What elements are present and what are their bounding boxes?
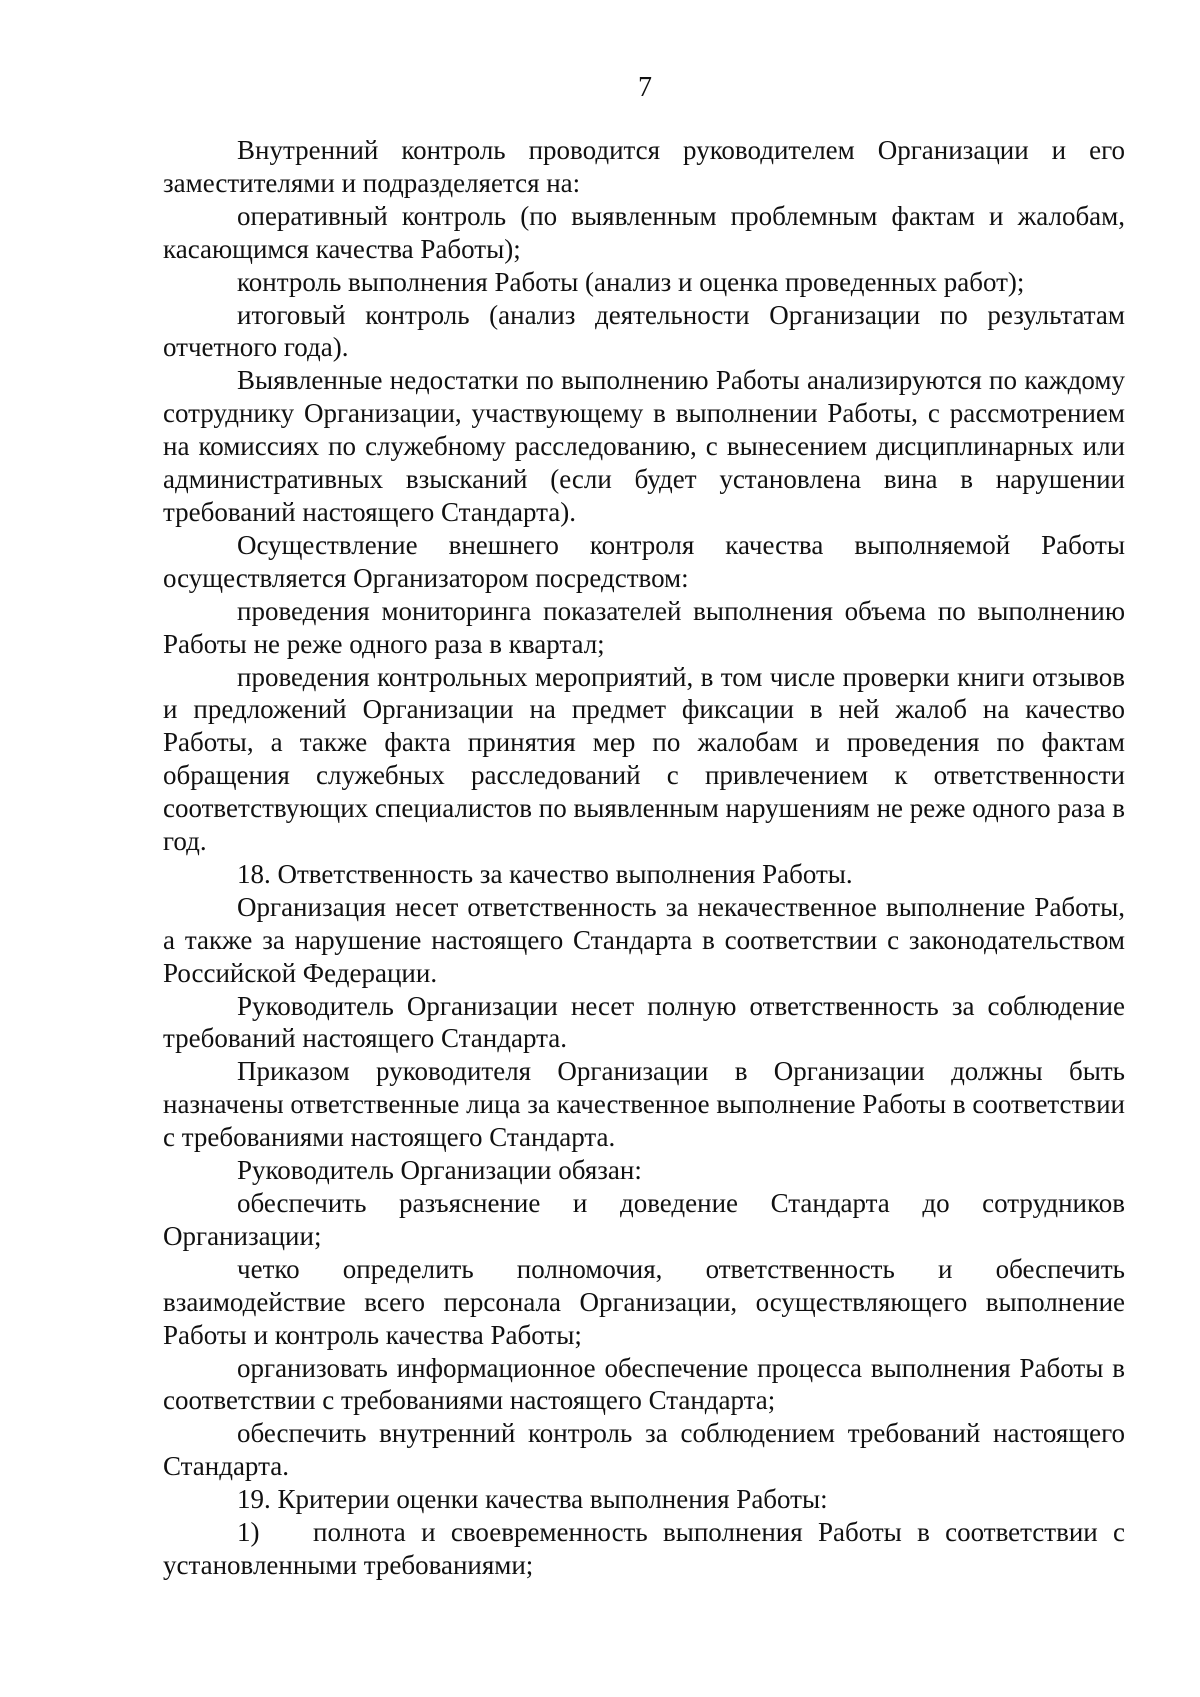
paragraph-operational-control: оперативный контроль (по выявленным проблемным фактам и жалобам, касающимся качества Работы); (163, 200, 1125, 264)
paragraph-execution-control: контроль выполнения Работы (анализ и оценка проведенных работ); (237, 266, 1025, 297)
paragraph-information-support: организовать информационное обеспечение процесса выполнения Работы в соответствии с требованиями настоящего Стандарта; (163, 1352, 1125, 1416)
paragraph-external-control: Осуществление внешнего контроля качества выполняемой Работы осуществляется Организатором посредством: (163, 529, 1125, 593)
paragraph-ensure-explanation: обеспечить разъяснение и доведение Стандарта до сотрудников Организации; (163, 1188, 1125, 1251)
section-heading-18: 18. Ответственность за качество выполнения Работы. (237, 858, 853, 889)
paragraph-final-control: итоговый контроль (анализ деятельности Организации по результатам отчетного года). (163, 299, 1125, 363)
paragraph-control-measures: проведения контрольных мероприятий, в том числе проверки книги отзывов и предложений Организации на предмет фиксации в ней жалоб на качество Работы, а также факта принятия мер по жалобам и проведения по фактам обращения служебных расследований с привлечением к ответственности соответствующих специалистов по выявленным нарушениям не реже одного раза в год. (163, 661, 1125, 857)
paragraph-define-powers: четко определить полномочия, ответственность и обеспечить взаимодействие всего персонала Организации, осуществляющего выполнение Работы и контроль качества Работы; (163, 1253, 1125, 1350)
paragraph-organization-responsibility: Организация несет ответственность за некачественное выполнение Работы, а также за нарушение настоящего Стандарта в соответствии с законодательством Российской Федерации. (163, 891, 1125, 988)
section-heading-19: 19. Критерии оценки качества выполнения Работы: (237, 1484, 828, 1515)
paragraph-internal-compliance: обеспечить внутренний контроль за соблюдением требований настоящего Стандарта. (163, 1418, 1125, 1482)
numbered-item-label: 1) (237, 1517, 260, 1548)
paragraph-identified-deficiencies: Выявленные недостатки по выполнению Работы анализируются по каждому сотруднику Организации, участвующему в выполнении Работы, с рассмотрением на комиссиях по служебному расследованию, с вынесением дисциплинарных или административных взысканий (если будет установлена вина в нарушении требований настоящего Стандарта). (163, 365, 1125, 527)
document-body (163, 134, 1125, 1582)
paragraph-head-obligations: Руководитель Организации обязан: (237, 1155, 642, 1186)
paragraph-monitoring: проведения мониторинга показателей выполнения объема по выполнению Работы не реже одного раза в квартал; (163, 595, 1125, 659)
page-number: 7 (638, 72, 652, 103)
numbered-item-text: полнота и своевременность выполнения Работы в соответствии с установленными требованиями; (163, 1517, 1125, 1580)
paragraph-internal-control: Внутренний контроль проводится руководителем Организации и его заместителями и подразделяется на: (163, 135, 1125, 198)
paragraph-head-responsibility: Руководитель Организации несет полную ответственность за соблюдение требований настоящего Стандарта. (163, 990, 1125, 1054)
numbered-item-1 (163, 1516, 1125, 1582)
paragraph-order-appointment: Приказом руководителя Организации в Организации должны быть назначены ответственные лица за качественное выполнение Работы в соответствии с требованиями настоящего Стандарта. (163, 1056, 1125, 1153)
